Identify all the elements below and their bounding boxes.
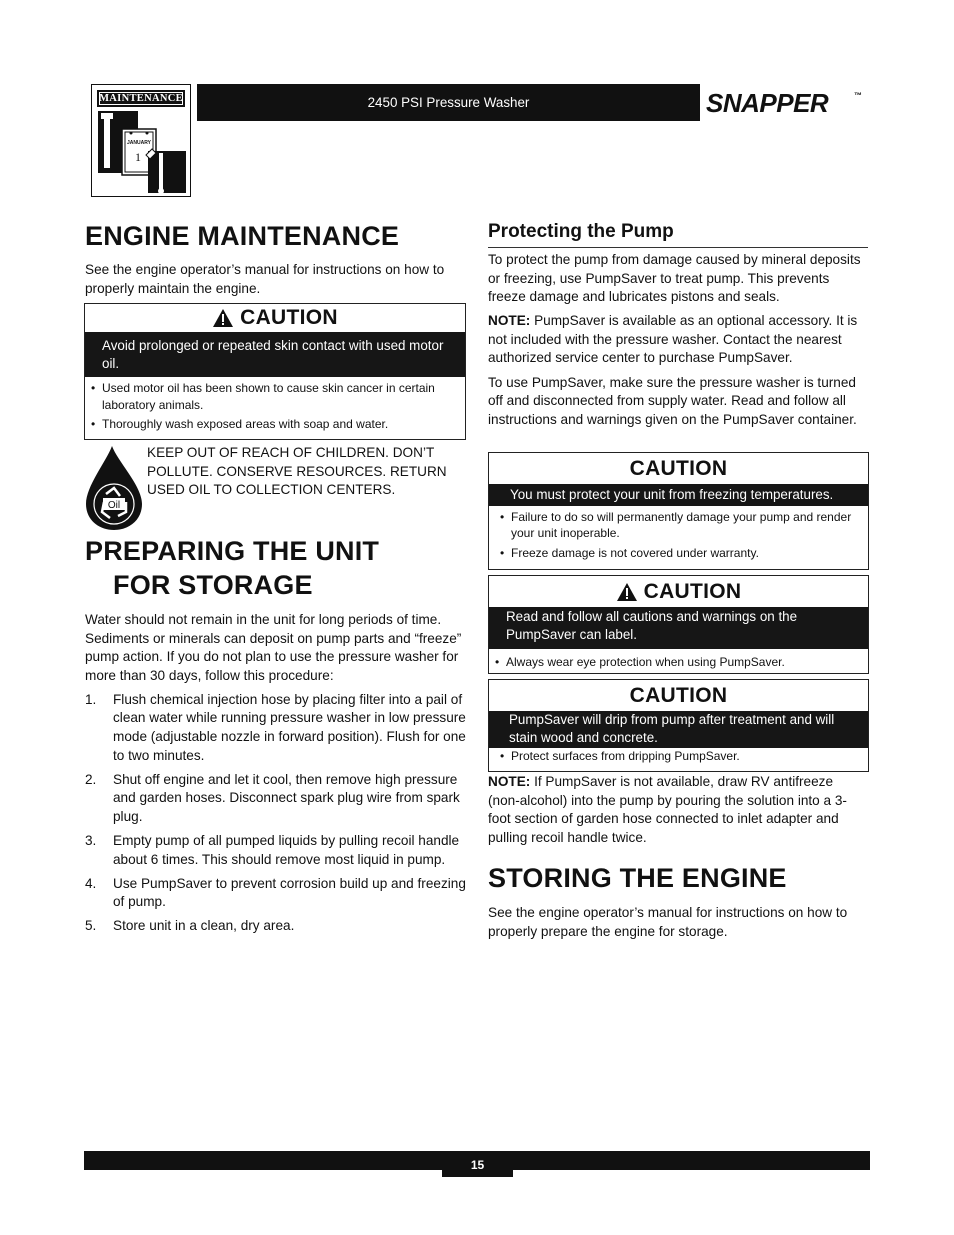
engine-maintenance-heading: ENGINE MAINTENANCE	[85, 221, 400, 251]
caution-message: You must protect your unit from freezing temperatures.	[489, 484, 868, 506]
calendar-day: 1	[135, 150, 141, 164]
caution-message: PumpSaver will drip from pump after treatment and will stain wood and concrete.	[489, 711, 868, 748]
caution-title: CAUTION	[629, 683, 728, 707]
warning-triangle-icon	[616, 582, 638, 602]
caution-header	[489, 680, 868, 711]
oil-recycle-notice: KEEP OUT OF REACH OF CHILDREN. DON’T POLLUTE. CONSERVE RESOURCES. RETURN USED OIL TO COLLECTION CENTERS.	[147, 445, 447, 498]
storage-heading-line1: PREPARING THE UNIT	[85, 536, 380, 566]
svg-text:™: ™	[854, 91, 862, 100]
caution-title: CAUTION	[643, 579, 742, 603]
caution-bullet: • Always wear eye protection when using PumpSaver.	[492, 654, 860, 671]
oil-label: Oil	[107, 500, 121, 511]
oil-drop-recycle-icon	[84, 444, 144, 532]
heading-divider	[488, 247, 868, 248]
caution-bullet-list	[489, 649, 868, 677]
document-title: 2450 PSI Pressure Washer	[367, 95, 530, 110]
caution-box-stain	[488, 679, 869, 772]
snapper-logo	[706, 88, 866, 118]
storing-engine-text: See the engine operator’s manual for instructions on how to properly prepare the engine for storage.	[488, 905, 848, 939]
caution-bullet-list	[489, 748, 868, 771]
list-item: 4. Use PumpSaver to prevent corrosion build up and freezing of pump.	[85, 875, 466, 910]
pump-paragraph-1: To protect the pump from damage caused by mineral deposits or freezing, use PumpSaver to treat pump. This prevents freeze damage and lubricates pistons and seals.	[488, 252, 861, 305]
caution-bullet: • Failure to do so will permanently damage your pump and render your unit inoperable.	[497, 509, 860, 542]
caution-bullet-list	[85, 377, 465, 439]
protecting-pump-heading: Protecting the Pump	[488, 221, 674, 242]
pump-note-1: NOTE: PumpSaver is available as an optional accessory. It is not included with the pressure washer. Contact the nearest authorized service center to purchase PumpSaver.	[488, 313, 858, 366]
warning-triangle-icon	[212, 308, 234, 328]
svg-text:SNAPPER: SNAPPER	[706, 88, 829, 118]
storage-heading	[85, 534, 379, 602]
list-item: 3. Empty pump of all pumped liquids by pulling recoil handle about 6 times. This should remove most liquid in pump.	[85, 833, 460, 867]
caution-title: CAUTION	[629, 456, 728, 480]
list-item: 2. Shut off engine and let it cool, then remove high pressure and garden hoses. Disconnect spark plug wire from spark plug.	[85, 771, 460, 824]
storage-intro: Water should not remain in the unit for long periods of time. Sediments or minerals can deposit on pump parts and “freeze” pump action. If you do not plan to use the pressure washer for more than 30 days, follow this procedure:	[85, 612, 462, 683]
storage-section	[85, 611, 467, 942]
pump-text-top	[488, 251, 866, 435]
caution-bullet-list	[489, 506, 868, 568]
list-item: 5. Store unit in a clean, dry area.	[85, 918, 295, 934]
caution-header	[489, 576, 868, 607]
engine-maintenance-intro: See the engine operator’s manual for instructions on how to properly maintain the engine.	[85, 262, 445, 296]
caution-message: Read and follow all cautions and warnings on the PumpSaver can label.	[489, 607, 868, 649]
caution-box-can-label	[488, 575, 869, 674]
maintenance-section-icon	[91, 84, 191, 197]
caution-bullet: • Protect surfaces from dripping PumpSaver.	[497, 748, 860, 765]
pump-paragraph-2: To use PumpSaver, make sure the pressure washer is turned off and disconnected from supply water. Read and follow all instructions and warnings given on the PumpSaver container.	[488, 374, 857, 427]
caution-box-freezing	[488, 452, 869, 570]
calendar-month: JANUARY	[127, 140, 151, 146]
caution-title: CAUTION	[240, 306, 338, 329]
storing-engine-heading: STORING THE ENGINE	[488, 863, 787, 893]
storage-heading-line2: FOR STORAGE	[113, 570, 313, 600]
caution-header	[85, 304, 465, 332]
storage-steps-list	[85, 691, 467, 936]
calendar-wrench-icon	[98, 111, 186, 193]
caution-box-motor-oil	[84, 303, 466, 440]
caution-message: Avoid prolonged or repeated skin contact with used motor oil.	[85, 332, 465, 377]
pump-note-2: NOTE: If PumpSaver is not available, draw RV antifreeze (non-alcohol) into the pump by pouring the solution into a 3-foot section of garden hose connected to inlet adapter and pulling recoil handle twice.	[488, 774, 847, 845]
caution-bullet: • Thoroughly wash exposed areas with soap and water.	[88, 416, 457, 433]
list-item: 1. Flush chemical injection hose by placing filter into a pail of clean water while running pressure washer in low pressure mode (adjustable nozzle in forward position). Flush for one to two minutes.	[85, 691, 466, 763]
caution-header	[489, 453, 868, 484]
caution-bullet: • Freeze damage is not covered under warranty.	[497, 545, 860, 562]
page-number: 15	[442, 1151, 513, 1177]
header-title-bar	[197, 84, 700, 121]
caution-bullet: • Used motor oil has been shown to cause skin cancer in certain laboratory animals.	[88, 380, 457, 413]
maintenance-label: MAINTENANCE	[97, 90, 185, 107]
